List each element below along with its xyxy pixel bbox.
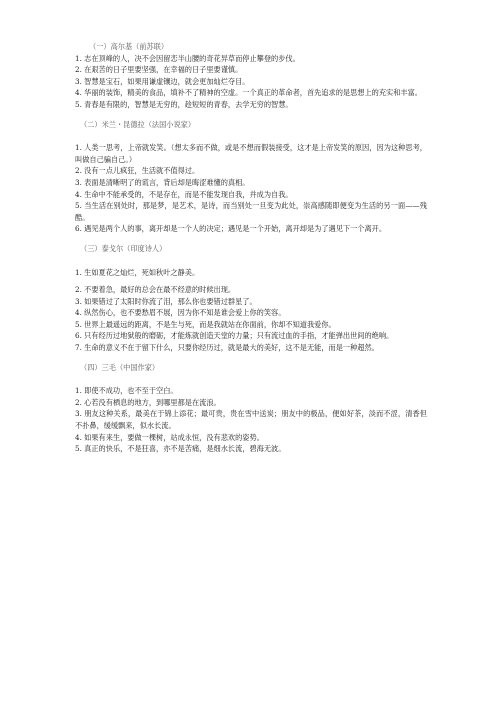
section-heading-tagore: （三）泰戈尔（印度诗人） — [80, 243, 167, 253]
section-spacer — [75, 354, 427, 362]
quote-item: 5. 当生活在别处时，那是梦，是艺术，是诗，而当别处一旦变为此处，崇高感随即便变为生活的另一面——残酷。 — [75, 201, 427, 222]
quote-item: 1. 即使不成功，也不至于空白。 — [75, 386, 178, 396]
quote-item: 3. 智慧是宝石，如果用谦虚镶边，就会更加灿烂夺目。 — [75, 76, 250, 86]
heading-spacer — [75, 130, 427, 142]
section-spacer — [75, 235, 427, 243]
quote-item: 5. 青春是有限的，智慧是无穷的，趁短短的青春，去学无穷的智慧。 — [75, 99, 293, 109]
quote-item: 5. 真正的快乐，不是狂喜，亦不是苦痛，是细水长流，碧海无波。 — [75, 444, 286, 454]
document-content — [75, 41, 427, 455]
quote-item: 2. 心若没有栖息的地方，到哪里都是在流浪。 — [75, 397, 221, 407]
quote-item: 3. 表面是清晰明了的谎言，背后却是晦涩难懂的真相。 — [75, 177, 250, 187]
quote-item: 3. 朋友这种关系，最美在于锦上添花；最可贵，贵在雪中送炭；朋友中的极品，便如好茶，淡而不涩，清香但不扑鼻，缓缓飘来，似水长流。 — [75, 409, 427, 431]
section-heading-kundera: （二）米兰・昆德拉（法国小说家） — [80, 119, 196, 129]
section-spacer — [75, 111, 427, 119]
quote-item: 3. 如果错过了太阳时你流了泪，那么你也要错过群星了。 — [75, 296, 257, 306]
quote-item: 1. 人类一思考，上帝就发笑。（想太多而不做，或是不想而假装接受，这才是上帝发笑的原因，因为这种思考，叫做自己骗自己。） — [75, 143, 427, 164]
heading-spacer — [75, 373, 427, 385]
quote-item: 1. 生如夏花之灿烂，死如秋叶之静美。 — [75, 267, 200, 277]
quote-item: 2. 不要着急，最好的总会在最不经意的时候出现。 — [75, 285, 236, 295]
quote-item: 6. 只有经历过地狱般的磨砺，才能炼就创造天堂的力量；只有流过血的手指，才能弹出世间的绝响。 — [75, 331, 394, 341]
quote-item: 7. 生命的意义不在于留下什么，只要你经历过，就是最大的美好，这不是无能，而是一种超然。 — [75, 343, 379, 353]
quote-item: 4. 纵然伤心，也不要愁眉不展，因为你不知是谁会爱上你的笑容。 — [75, 308, 286, 318]
quote-item: 6. 遇见是两个人的事，离开却是一个人的决定；遇见是一个开始，离开却是为了遇见下一个离开。 — [75, 224, 387, 234]
section-heading-gorky: （一）高尔基（前苏联） — [89, 42, 169, 51]
quote-item: 4. 华丽的装饰，精美的食品，填补不了精神的空虚。一个真正的革命者，首先追求的是思想上的充实和丰富。 — [75, 88, 422, 98]
heading-spacer — [75, 255, 427, 267]
section-heading-sanmao: （四）三毛（中国作家） — [80, 362, 160, 372]
quote-item: 2. 在艰苦的日子里要坚强，在幸福的日子里要谨慎。 — [75, 65, 243, 75]
quote-item: 4. 如果有来生，要做一棵树，站成永恒，没有悲欢的姿势。 — [75, 432, 264, 442]
quote-item: 2. 没有一点儿疯狂，生活就不值得过。 — [75, 166, 200, 176]
quote-item: 4. 生命中不能承受的，不是存在，而是不能发现自我，并成为自我。 — [75, 189, 293, 199]
quote-item: 5. 世界上最遥远的距离，不是生与死，而是我就站在你面前，你却不知道我爱你。 — [75, 319, 336, 329]
quote-item: 1. 志在顶峰的人，决不会因留恋半山腰的奇花异草而停止攀登的步伐。 — [75, 53, 300, 63]
